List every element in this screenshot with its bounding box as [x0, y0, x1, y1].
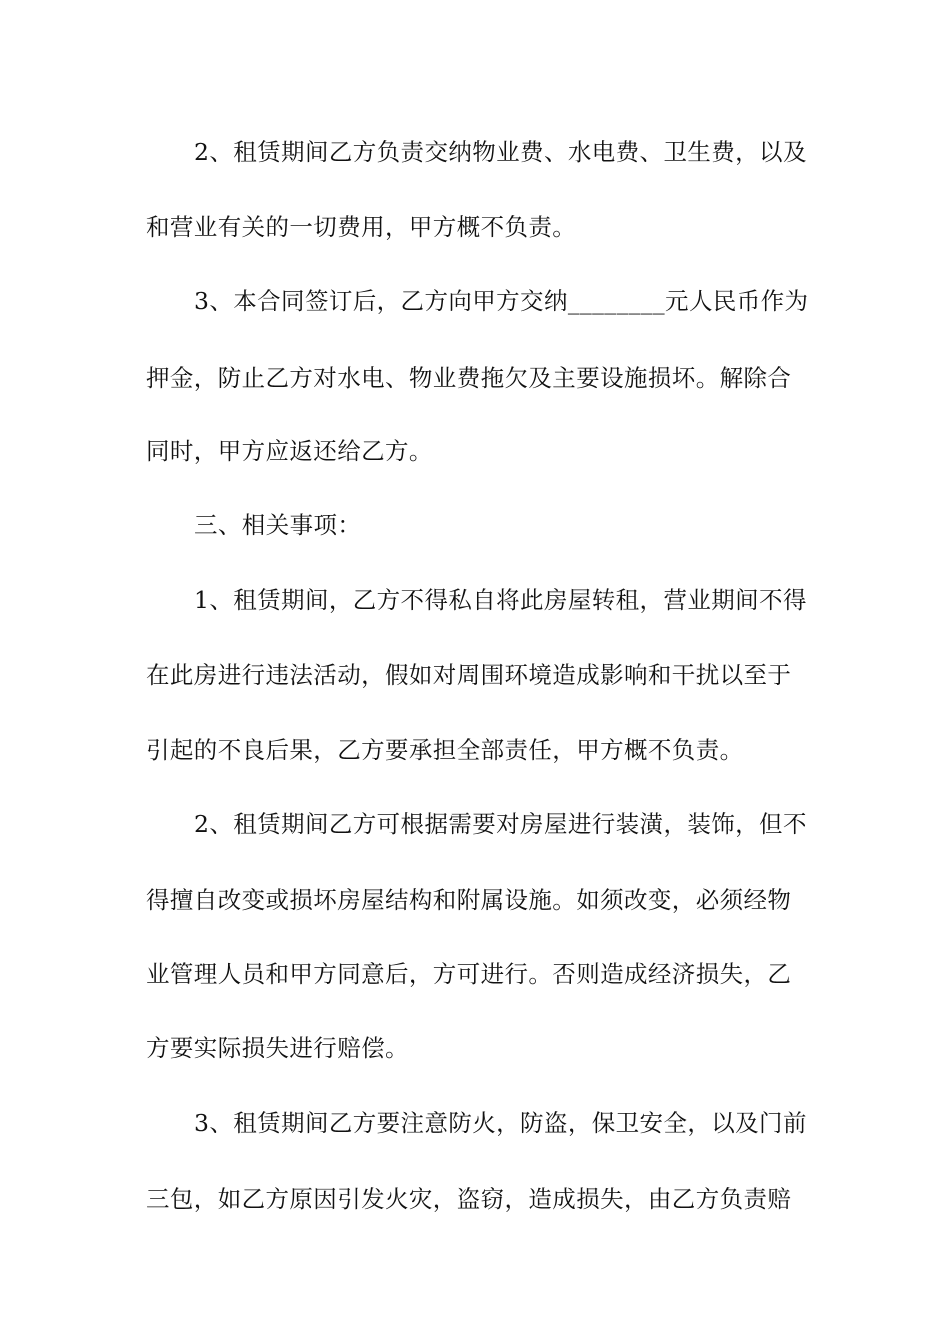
matter-1-line-3: 引起的不良后果，乙方要承担全部责任，甲方概不负责。: [146, 736, 744, 764]
clause-3-line-3: 同时，甲方应返还给乙方。: [146, 437, 433, 465]
matter-1-line-2: 在此房进行违法活动，假如对周围环境造成影响和干扰以至于: [146, 661, 792, 689]
clause-2-line-2: 和营业有关的一切费用，甲方概不负责。: [146, 213, 577, 241]
clause-3-line-2: 押金，防止乙方对水电、物业费拖欠及主要设施损坏。解除合: [146, 364, 792, 392]
matter-3-line-2: 三包，如乙方原因引发火灾，盗窃，造成损失，由乙方负责赔: [146, 1185, 792, 1213]
matter-2-line-1: 2、租赁期间乙方可根据需要对房屋进行装潢，装饰，但不: [194, 810, 807, 838]
matter-2-line-2: 得擅自改变或损坏房屋结构和附属设施。如须改变，必须经物: [146, 886, 792, 914]
clause-3-line-1: 3、本合同签订后，乙方向甲方交纳________元人民币作为: [194, 287, 809, 315]
matter-2-line-3: 业管理人员和甲方同意后，方可进行。否则造成经济损失，乙: [146, 960, 792, 988]
matter-1-line-1: 1、租赁期间，乙方不得私自将此房屋转租，营业期间不得: [194, 586, 807, 614]
matter-3-line-1: 3、租赁期间乙方要注意防火，防盗，保卫安全，以及门前: [194, 1109, 807, 1137]
matter-2-line-4: 方要实际损失进行赔偿。: [146, 1034, 409, 1062]
section-heading-related-matters: 三、相关事项：: [194, 511, 362, 539]
clause-2-line-1: 2、租赁期间乙方负责交纳物业费、水电费、卫生费，以及: [194, 138, 807, 166]
